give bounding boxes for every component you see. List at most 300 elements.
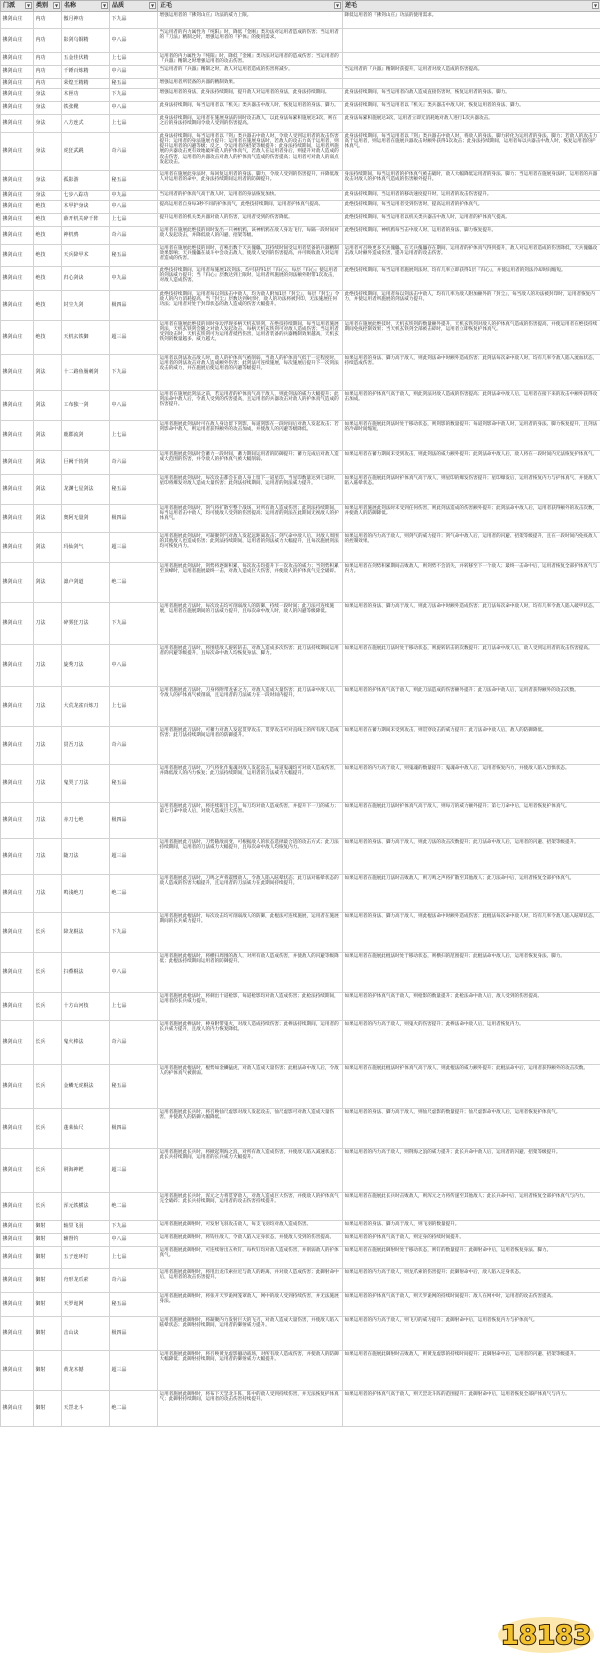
cell-quality[interactable]: 超三品 <box>110 321 158 355</box>
cell-sect[interactable]: 拂剑山庄 <box>1 12 34 29</box>
cell-forward-effect[interactable]: 运用者施展此御射时，将凝聚内力发射巨大的飞刃，对敌人造成大量伤害，并使敌人陷入眩晕状态；此御射持续期间，运用者的御射威力提升。 <box>158 1317 343 1351</box>
cell-reverse-effect[interactable]: 此绝技持续期间，每当运用者以机关类兵器击中敌人时，运用者的护体真气提高。 <box>343 214 600 227</box>
cell-forward-effect[interactable]: 提升运用者的机关类兵器对敌人的伤害，运用者受到的伤害降低。 <box>158 214 343 227</box>
cell-name[interactable]: 击山诀 <box>62 1317 110 1351</box>
cell-quality[interactable]: 中九品 <box>110 191 158 201</box>
cell-category[interactable]: 绝技 <box>34 321 62 355</box>
cell-quality[interactable]: 秘五品 <box>110 171 158 191</box>
cell-forward-effect[interactable]: 运用者施展此剑法时，剑势将逐渐积累，每次攻击均提升下一次攻击的威力；当剑势积累至顶峰时，运用者施展最终一击，对敌人造成巨大伤害，并使敌人的护体真气完全破碎。 <box>158 563 343 603</box>
cell-sect[interactable]: 拂剑山庄 <box>1 687 34 727</box>
cell-name[interactable]: 碎雾狂刀法 <box>62 603 110 645</box>
cell-sect[interactable]: 拂剑山庄 <box>1 1269 34 1293</box>
cell-sect[interactable]: 拂剑山庄 <box>1 533 34 563</box>
cell-category[interactable]: 剑法 <box>34 505 62 533</box>
cell-name[interactable]: 贯吾刀法 <box>62 727 110 765</box>
cell-sect[interactable]: 拂剑山庄 <box>1 1317 34 1351</box>
cell-sect[interactable]: 拂剑山庄 <box>1 839 34 875</box>
cell-sect[interactable]: 拂剑山庄 <box>1 29 34 53</box>
cell-category[interactable]: 御射 <box>34 1269 62 1293</box>
cell-reverse-effect[interactable]: 如果运用者在施展此剑法时护体真气高于敌人，则星印的爆发伤害提升；星印爆发后，运用者恢复内力与护体真气，并使敌人陷入眩晕状态。 <box>343 475 600 505</box>
cell-category[interactable]: 绝技 <box>34 245 62 267</box>
cell-name[interactable]: 奥阿无量剑 <box>62 505 110 533</box>
cell-quality[interactable]: 上七品 <box>110 115 158 133</box>
cell-name[interactable]: 金鳞无虎棍法 <box>62 1065 110 1109</box>
cell-reverse-effect[interactable]: 如果运用者在施展此刀法时击败敌人，则刀鸣之声将扩散至其他敌人；此刀法命中后，运用者恢复全部护体真气。 <box>343 875 600 913</box>
cell-forward-effect[interactable]: 此绝技持续期间，运用者每以剑法击中敌人，均为敌人附加1层『封尘』，每层『封尘』令敌人的内力消耗提高，当『封尘』层数达到9层时，敌人的功法将被封印，无法施展任何功法；运用者对处于封印状态的敌人造成的伤害大幅提升。 <box>158 291 343 321</box>
cell-forward-effect[interactable]: 运用者在施展此绝技的同时，召唤出数个天兵傀儡，其持续时间受运用者装备的兵器精制效果影响；天兵傀儡在战斗中会攻击敌人，使敌人受到的伤害提高，并可吸收敌人对运用者造成的伤害。 <box>158 245 343 267</box>
cell-category[interactable]: 绝技 <box>34 201 62 214</box>
cell-quality[interactable]: 上七品 <box>110 214 158 227</box>
cell-forward-effect[interactable]: 运用者施展此刀法时，将连续斩出七刀，每刀均对敌人造成伤害，并提升下一刀的威力；第七刀命中敌人后，对敌人造成巨大伤害。 <box>158 803 343 839</box>
cell-name[interactable]: 薛开机关碎千阵 <box>62 214 110 227</box>
cell-quality[interactable]: 绝二品 <box>110 1193 158 1221</box>
cell-forward-effect[interactable]: 运用者施展此御射时，将布下天罡北斗阵，阵中的敌人受到持续伤害，并无法恢复护体真气；此御射持续期间，运用者的攻击伤害持续提升。 <box>158 1391 343 1427</box>
cell-name[interactable]: 凛卢剑道 <box>62 563 110 603</box>
cell-name[interactable]: 五金佳伏精 <box>62 53 110 66</box>
cell-name[interactable]: 旋秀刀法 <box>62 645 110 687</box>
cell-sect[interactable]: 拂剑山庄 <box>1 115 34 133</box>
cell-quality[interactable]: 上七品 <box>110 687 158 727</box>
cell-sect[interactable]: 拂剑山庄 <box>1 505 34 533</box>
cell-sect[interactable]: 拂剑山庄 <box>1 765 34 803</box>
cell-reverse-effect[interactable]: 如果运用者的身法、脚力高于敌人，则此刀法的攻击次数提升；此刀法命中敌人后，运用者的闪避、招架等级提升。 <box>343 839 600 875</box>
cell-quality[interactable]: 中六品 <box>110 66 158 79</box>
cell-forward-effect[interactable]: 运用者施展此刀法时，每次攻击均可削弱敌人的防御，持续一段时间；此刀法可连续施展，运用者在施展期间的刀法威力提升，且每次命中敌人时，敌人的闪避等级降低。 <box>158 603 343 645</box>
cell-quality[interactable]: 奇六品 <box>110 133 158 171</box>
cell-sect[interactable]: 拂剑山庄 <box>1 79 34 89</box>
cell-reverse-effect[interactable]: 此绝技持续期间，神机鸦每当击中敌人时，运用者的身法、脚力恢复提升。 <box>343 227 600 245</box>
cell-reverse-effect[interactable]: 此身法每累积施展达3次，运用者立即无消耗地对敌人进行1次兵器攻击。 <box>343 115 600 133</box>
cell-forward-effect[interactable]: 运用者施展此御射时，将甩出龙爪索拉近与敌人的距离，并对敌人造成伤害；此御射命中后，运用者的攻击伤害提升。 <box>158 1269 343 1293</box>
cell-sect[interactable]: 拂剑山庄 <box>1 475 34 505</box>
cell-sect[interactable]: 拂剑山庄 <box>1 1247 34 1269</box>
header-quality[interactable]: 品质 ▼ <box>110 1 158 12</box>
cell-category[interactable]: 剑法 <box>34 563 62 603</box>
cell-sect[interactable]: 拂剑山庄 <box>1 803 34 839</box>
cell-sect[interactable]: 拂剑山庄 <box>1 227 34 245</box>
cell-category[interactable]: 内功 <box>34 12 62 29</box>
cell-quality[interactable]: 秘五品 <box>110 1293 158 1317</box>
cell-quality[interactable]: 绝二品 <box>110 1391 158 1427</box>
cell-name[interactable]: 随刀法 <box>62 839 110 875</box>
cell-sect[interactable]: 拂剑山庄 <box>1 66 34 79</box>
cell-name[interactable]: 十二路鱼肠刺剑 <box>62 355 110 391</box>
cell-sect[interactable]: 拂剑山庄 <box>1 102 34 115</box>
cell-quality[interactable]: 奇六品 <box>110 1021 158 1065</box>
cell-reverse-effect[interactable]: 此身法持续期间，每当运用者向敌人造成直接伤害时，恢复运用者的身法、脚力。 <box>343 89 600 102</box>
cell-reverse-effect[interactable]: 如果运用者在施展此长兵时击败敌人，则浑元之力将传递至其他敌人；此长兵命中后，运用者恢复全部护体真气与内力。 <box>343 1193 600 1221</box>
cell-name[interactable]: 天罗诡网 <box>62 1293 110 1317</box>
cell-category[interactable]: 刀法 <box>34 687 62 727</box>
cell-forward-effect[interactable]: 运用者施展此御射时，可连续射出五枚钉，每枚钉均对敌人造成伤害，并削弱敌人的护体真气。 <box>158 1247 343 1269</box>
cell-sect[interactable]: 拂剑山庄 <box>1 267 34 291</box>
cell-sect[interactable]: 拂剑山庄 <box>1 355 34 391</box>
cell-category[interactable]: 长兵 <box>34 953 62 993</box>
cell-sect[interactable]: 拂剑山庄 <box>1 201 34 214</box>
cell-quality[interactable]: 超三品 <box>110 1351 158 1391</box>
cell-category[interactable]: 身法 <box>34 133 62 171</box>
cell-quality[interactable]: 极四品 <box>110 505 158 533</box>
cell-reverse-effect[interactable]: 如果运用者在蓄力期间未受到攻击，则贯穿攻击的威力提升；此刀法命中敌人后，敌人的防御降低。 <box>343 727 600 765</box>
cell-quality[interactable]: 中八品 <box>110 953 158 993</box>
cell-reverse-effect[interactable]: 如果运用者的内力高于敌人，则龙爪索的伤害提升；此御射命中后，敌人陷入定身状态。 <box>343 1269 600 1293</box>
cell-reverse-effect[interactable]: 如果运用者施展此剑法时未受到任何伤害，则此剑法造成的伤害额外提升；此剑法命中敌人后，运用者获得额外的攻击次数，并使敌人的防御降低。 <box>343 505 600 533</box>
cell-sect[interactable]: 拂剑山庄 <box>1 133 34 171</box>
cell-forward-effect[interactable]: 运用者施展此刀法时，刀身将附带龙雀之力，对敌人造成大量伤害；此刀法命中敌人后，令敌人的护体真气被削弱，且运用者的刀法威力在一段时间内提升。 <box>158 687 343 727</box>
cell-sect[interactable]: 拂剑山庄 <box>1 1109 34 1149</box>
cell-quality[interactable]: 极四品 <box>110 1109 158 1149</box>
cell-sect[interactable]: 拂剑山庄 <box>1 53 34 66</box>
cell-sect[interactable]: 拂剑山庄 <box>1 645 34 687</box>
cell-name[interactable]: 五子连环钉 <box>62 1247 110 1269</box>
cell-category[interactable]: 长兵 <box>34 1149 62 1193</box>
cell-reverse-effect[interactable]: 运用者在施展此绝技时，天机玄铁剑的数量额外提升，天机玄铁剑对敌人的护体真气造成的伤害提高，并使运用者在绝技持续期间免疫控制效果；当天机玄铁剑全部被击碎时，运用者立即恢复护体真气。 <box>343 321 600 355</box>
cell-quality[interactable]: 下九品 <box>110 603 158 645</box>
cell-name[interactable]: 木匣功 <box>62 89 110 102</box>
cell-quality[interactable]: 中八品 <box>110 391 158 421</box>
cell-sect[interactable]: 拂剑山庄 <box>1 421 34 451</box>
header-reverse[interactable]: 逆毛 ▼ <box>343 1 600 12</box>
cell-category[interactable]: 剑法 <box>34 391 62 421</box>
cell-sect[interactable]: 拂剑山庄 <box>1 1065 34 1109</box>
filter-dropdown-icon[interactable]: ▼ <box>150 3 155 8</box>
cell-name[interactable]: 孤影游 <box>62 171 110 191</box>
cell-sect[interactable]: 拂剑山庄 <box>1 321 34 355</box>
cell-quality[interactable]: 下九品 <box>110 89 158 102</box>
cell-forward-effect[interactable]: 运用者施展此棍法时，将横扫周围的敌人，对所有敌人造成伤害，并使敌人的闪避等级降低；此棍法持续期间运用者的防御提升。 <box>158 953 343 993</box>
cell-name[interactable]: 千锤百炼精 <box>62 66 110 79</box>
cell-quality[interactable]: 中八品 <box>110 29 158 53</box>
cell-reverse-effect[interactable]: 如果运用者的内力高于敌人，则飞刃的威力提升；此御射命中后，运用者恢复内力与护体真气。 <box>343 1317 600 1351</box>
cell-forward-effect[interactable]: 此身法持续期间，每当运用者以『机关』类兵器击中敌人时，恢复运用者的身法、脚力。 <box>158 102 343 115</box>
filter-dropdown-icon[interactable]: ▼ <box>54 3 59 8</box>
cell-reverse-effect[interactable]: 如果运用者在蓄力期间未受到攻击，则此剑法的威力额外提升；此剑法命中敌人后，敌人将在一段时间内无法恢复护体真气。 <box>343 451 600 475</box>
cell-reverse-effect[interactable]: 此身法持续期间，每当运用者以『机关』类兵器击中敌人时，恢复运用者的身法、脚力。 <box>343 102 600 115</box>
cell-category[interactable]: 刀法 <box>34 803 62 839</box>
cell-reverse-effect[interactable] <box>343 79 600 89</box>
cell-category[interactable]: 长兵 <box>34 1021 62 1065</box>
filter-dropdown-icon[interactable]: ▼ <box>26 3 31 8</box>
cell-sect[interactable]: 拂剑山庄 <box>1 291 34 321</box>
header-category[interactable]: 类别 ▼ <box>34 1 62 12</box>
cell-category[interactable]: 长兵 <box>34 1193 62 1221</box>
cell-category[interactable]: 御射 <box>34 1351 62 1391</box>
cell-reverse-effect[interactable]: 如果运用者的内力高于敌人，则鬼火的伤害提升；此棒法命中敌人后，运用者恢复内力。 <box>343 1021 600 1065</box>
cell-reverse-effect[interactable] <box>343 29 600 53</box>
filter-dropdown-icon[interactable]: ▼ <box>593 3 598 8</box>
cell-quality[interactable]: 奇六品 <box>110 227 158 245</box>
cell-reverse-effect[interactable]: 如果运用者的内力高于敌人，则鬼魂的数量提升；鬼魂命中敌人后，运用者恢复内力，并使敌人陷入恐惧状态。 <box>343 765 600 803</box>
cell-category[interactable]: 剑法 <box>34 533 62 563</box>
cell-name[interactable]: 铁张靴 <box>62 102 110 115</box>
cell-sect[interactable]: 拂剑山庄 <box>1 171 34 191</box>
cell-name[interactable]: 七步八踪功 <box>62 191 110 201</box>
cell-name[interactable]: 巨阙千钧剑 <box>62 451 110 475</box>
cell-category[interactable]: 绝技 <box>34 291 62 321</box>
cell-reverse-effect[interactable]: 如果运用者的护体真气高于敌人，则此刀法造成的伤害额外提升；此刀法命中敌人后，运用者获得额外的攻击次数。 <box>343 687 600 727</box>
cell-name[interactable]: 神机鸦 <box>62 227 110 245</box>
cell-reverse-effect[interactable]: 此绝技持续期间，运用者每以剑法击中敌人，均有几率为敌人附加额外的『封尘』，每当敌人的功法被封印时，运用者恢复内力，并使运用者所施展的剑法威力提升。 <box>343 291 600 321</box>
cell-quality[interactable]: 秘五品 <box>110 79 158 89</box>
cell-forward-effect[interactable]: 提高运用者自身每3秒不同的护体真气，此绝技持续期间，运用者护体真气提高。 <box>158 201 343 214</box>
cell-sect[interactable]: 拂剑山庄 <box>1 1391 34 1427</box>
cell-sect[interactable]: 拂剑山庄 <box>1 727 34 765</box>
cell-forward-effect[interactable]: 当运用者的『兵器』精制之时，敌人对运用者造成的伤害将减少。 <box>158 66 343 79</box>
cell-forward-effect[interactable]: 当运用者的护体真气高于敌人时，运用者的身法恢复加快。 <box>158 191 343 201</box>
cell-name[interactable]: 大荒龙雀百炼刀 <box>62 687 110 727</box>
cell-reverse-effect[interactable]: 如果运用者的护体真气高于敌人，则天罡北斗阵的范围提升；此御射命中后，运用者恢复全部护体真气与内力。 <box>343 1391 600 1427</box>
filter-dropdown-icon[interactable]: ▼ <box>335 3 340 8</box>
cell-name[interactable]: 黄龙木撼 <box>62 1351 110 1391</box>
cell-forward-effect[interactable]: 运用者施展此剑法时，每次攻击都会在敌人身上留下一道星印，当星印数量达到七道时，星印将爆发对敌人造成大量伤害；此剑法持续期间，运用者的剑法威力提升。 <box>158 475 343 505</box>
cell-forward-effect[interactable]: 运用者施展此棒法时，棒身附带鬼火，对敌人造成持续伤害；此棒法持续期间，运用者的长兵威力提升，且敌人的内力恢复降低。 <box>158 1021 343 1065</box>
cell-category[interactable]: 绝技 <box>34 214 62 227</box>
cell-name[interactable]: 辅督钓 <box>62 1234 110 1247</box>
cell-forward-effect[interactable]: 运用者施展此剑法时会蓄力一段时间，蓄力期间运用者的防御提升；蓄力完成后对敌人造成大范围的伤害，并令敌人的护体真气被大幅削弱。 <box>158 451 343 475</box>
header-sect[interactable]: 门派 ▼ <box>1 1 34 12</box>
cell-category[interactable]: 长兵 <box>34 913 62 953</box>
cell-forward-effect[interactable]: 运用者在施展此绝技的同时发出一只神机鸦，该神机鸦在敌人身边飞行，每隔一段时间对敌人发起攻击，并降低敌人的闪避、招架等级。 <box>158 227 343 245</box>
cell-reverse-effect[interactable]: 如果运用者的身法、脚力高于敌人，则此刀法命中时额外造成伤害；此刀法每次命中敌人时，均有几率令敌人陷入破甲状态。 <box>343 603 600 645</box>
cell-quality[interactable]: 秘五品 <box>110 765 158 803</box>
cell-quality[interactable]: 极四品 <box>110 291 158 321</box>
cell-forward-effect[interactable]: 运用者施展此剑法时可在敌人身边留下剑影，每道剑影在一段时间后对敌人发起攻击；若剑影命中敌人，则运用者获得额外的攻击加成，并使敌人的闪避等级降低。 <box>158 421 343 451</box>
cell-quality[interactable]: 超三品 <box>110 1149 158 1193</box>
cell-name[interactable]: 赤刀七绝 <box>62 803 110 839</box>
cell-reverse-effect[interactable]: 此绝技持续期间，每当运用者施展剑法时，均有几率立即获得1层『归心』，并使运用者的剑法冷却时间缩短。 <box>343 267 600 291</box>
cell-forward-effect[interactable]: 运用者施展此长兵时，将掀起荆海之浪，对所有敌人造成伤害，并使敌人陷入减速状态；此长兵持续期间，运用者的长兵威力大幅提升。 <box>158 1149 343 1193</box>
cell-forward-effect[interactable]: 运用者施展此御射时，将钩住敌人，令敌人陷入定身状态，并使敌人受到的伤害提高。 <box>158 1234 343 1247</box>
cell-reverse-effect[interactable]: 如果运用者的护体真气高于敌人，则天罗诡网的持续时间提升；敌人在网中时，运用者的攻击伤害提高。 <box>343 1293 600 1317</box>
cell-sect[interactable]: 拂剑山庄 <box>1 191 34 201</box>
cell-category[interactable]: 长兵 <box>34 993 62 1021</box>
cell-forward-effect[interactable]: 运用者施展此刀法时，将围绕敌人旋转斩击，对敌人造成多次伤害；此刀法持续期间运用者的闪避等级提升，且每次命中敌人均恢复身法、脚力。 <box>158 645 343 687</box>
cell-name[interactable]: 鹿郡流剑 <box>62 421 110 451</box>
cell-name[interactable]: 荆海神耙 <box>62 1149 110 1193</box>
cell-category[interactable]: 御射 <box>34 1317 62 1351</box>
cell-name[interactable]: 木甲护身诀 <box>62 201 110 214</box>
cell-forward-effect[interactable]: 增强运用者的『拂剑山庄』功法的威力上限。 <box>158 12 343 29</box>
cell-quality[interactable]: 秘五品 <box>110 245 158 267</box>
cell-category[interactable]: 长兵 <box>34 1065 62 1109</box>
cell-name[interactable]: 傲月神功 <box>62 12 110 29</box>
cell-forward-effect[interactable]: 运用者施展此御射时，可发射飞羽攻击敌人，每支飞羽均对敌人造成伤害。 <box>158 1221 343 1234</box>
cell-category[interactable]: 内功 <box>34 29 62 53</box>
cell-sect[interactable]: 拂剑山庄 <box>1 913 34 953</box>
cell-category[interactable]: 御射 <box>34 1247 62 1269</box>
cell-forward-effect[interactable]: 运用者的内力属性为『纯阳』时，降低『金刚』类功法对运用者的造成伤害；当运用者的『兵器』精制之时增强运用者的攻击伤害。 <box>158 53 343 66</box>
cell-reverse-effect[interactable]: 降低运用者的『拂剑山庄』功法的使用需求。 <box>343 12 600 29</box>
cell-name[interactable]: 鬼火棒法 <box>62 1021 110 1065</box>
cell-forward-effect[interactable]: 运用者施展此刀法时，刀势随敌而变，可根据敌人的状态选择最合适的攻击方式；此刀法持续期间，运用者的刀法威力大幅提升，且每次命中敌人均恢复内力。 <box>158 839 343 875</box>
cell-reverse-effect[interactable]: 如果运用者在施展此刀法时处于移动状态，则旋转斩击的次数提升；此刀法命中敌人后，敌人受到运用者的攻击伤害提高。 <box>343 645 600 687</box>
cell-reverse-effect[interactable]: 如果运用者的身法、脚力高于敌人，则飞羽的数量提升。 <box>343 1221 600 1234</box>
cell-sect[interactable]: 拂剑山庄 <box>1 1193 34 1221</box>
cell-category[interactable]: 剑法 <box>34 421 62 451</box>
cell-reverse-effect[interactable]: 如果运用者在施展此棍法时处于移动状态，则横扫的范围提升；此棍法命中敌人后，运用者恢复身法、脚力。 <box>343 953 600 993</box>
cell-category[interactable]: 绝技 <box>34 267 62 291</box>
cell-quality[interactable]: 中八品 <box>110 102 158 115</box>
cell-reverse-effect[interactable]: 如果运用者在施展此剑法时处于移动状态，则剑影的数量提升；每道剑影命中敌人时，运用者的身法、脚力恢复提升，且剑法的冷却时间缩短。 <box>343 421 600 451</box>
cell-sect[interactable]: 拂剑山庄 <box>1 214 34 227</box>
cell-category[interactable]: 刀法 <box>34 645 62 687</box>
cell-quality[interactable]: 奇六品 <box>110 727 158 765</box>
cell-name[interactable]: 虎狂武跳 <box>62 133 110 171</box>
cell-quality[interactable]: 中八品 <box>110 645 158 687</box>
cell-sect[interactable]: 拂剑山庄 <box>1 89 34 102</box>
cell-sect[interactable]: 拂剑山庄 <box>1 875 34 913</box>
cell-category[interactable]: 刀法 <box>34 839 62 875</box>
cell-quality[interactable]: 超三品 <box>110 839 158 875</box>
cell-forward-effect[interactable]: 运用者施展此刀法时，刀鸣之声将震慑敌人，令敌人陷入眩晕状态；此刀法对眩晕状态的敌人造成的伤害大幅提升，且运用者的刀法威力在此期间持续提升。 <box>158 875 343 913</box>
cell-forward-effect[interactable]: 当运用者的内力属性为『纯阳』时，降低『金刚』类功法对运用者造成的伤害；当运用者的『刀法』精制之时，增强运用者的『护体』的使用需求。 <box>158 29 343 53</box>
cell-forward-effect[interactable]: 运用者施展此刀法时，可蓄力对敌人发起贯穿攻击，贯穿攻击可对直线上的所有敌人造成伤害；此刀法持续期间运用者的防御提升。 <box>158 727 343 765</box>
cell-reverse-effect[interactable]: 如果运用者的护体真气高于敌人，则定身的持续时间提升。 <box>343 1234 600 1247</box>
cell-quality[interactable]: 中八品 <box>110 201 158 214</box>
cell-forward-effect[interactable]: 运用者施展此御射时，将召唤黄龙虚影撼动战场，对所有敌人造成伤害，并使敌人的防御大幅降低；此御射持续期间，运用者的御射威力大幅提升。 <box>158 1351 343 1391</box>
cell-name[interactable]: 蓬莱仙尺 <box>62 1109 110 1149</box>
cell-forward-effect[interactable]: 运用者在施展此绝技的同时身边浮现多柄天机玄铁剑，在绝技持续期间，每当运用者施展剑法，天机玄铁剑会随之对敌人发起攻击，每柄天机玄铁剑可对敌人造成伤害；当运用者受到攻击时，天机玄铁剑可为运用者抵挡伤害，运用者装备的兵器精制效果越高，天机玄铁剑的数量越多、威力越大。 <box>158 321 343 355</box>
cell-quality[interactable]: 下九品 <box>110 355 158 391</box>
cell-sect[interactable]: 拂剑山庄 <box>1 1021 34 1065</box>
cell-category[interactable]: 御射 <box>34 1391 62 1427</box>
cell-sect[interactable]: 拂剑山庄 <box>1 603 34 645</box>
cell-name[interactable]: 天罡北斗 <box>62 1391 110 1427</box>
cell-name[interactable]: 天机玄铁御 <box>62 321 110 355</box>
cell-reverse-effect[interactable]: 此身法持续期间，当运用者的移动速度提升时，运用者的攻击伤害提升。 <box>343 191 600 201</box>
cell-quality[interactable]: 下九品 <box>110 1221 158 1234</box>
cell-sect[interactable]: 拂剑山庄 <box>1 391 34 421</box>
cell-reverse-effect[interactable]: 如果运用者在施展此棍法时护体真气高于敌人，则此棍法的威力额外提升；此棍法命中后，运用者获得额外的攻击次数。 <box>343 1065 600 1109</box>
header-name[interactable]: 名称 ▼ <box>62 1 110 12</box>
cell-category[interactable]: 御射 <box>34 1221 62 1234</box>
cell-category[interactable]: 内功 <box>34 66 62 79</box>
cell-quality[interactable]: 超三品 <box>110 533 158 563</box>
cell-reverse-effect[interactable]: 如果运用者在施展此御射时处于移动状态，则钉的数量提升；此御射命中后，运用者恢复身法、脚力。 <box>343 1247 600 1269</box>
cell-category[interactable]: 刀法 <box>34 603 62 645</box>
cell-reverse-effect[interactable]: 如果运用者在施展此御射时击败敌人，则黄龙虚影的持续时间提升；此御射命中后，运用者的闪避、招架等级提升。 <box>343 1351 600 1391</box>
cell-quality[interactable]: 中九品 <box>110 267 158 291</box>
cell-quality[interactable]: 奇六品 <box>110 451 158 475</box>
cell-name[interactable]: 降龙棍法 <box>62 913 110 953</box>
cell-name[interactable]: 玛仙剑气 <box>62 533 110 563</box>
cell-forward-effect[interactable]: 运用者施展此刀法时，刀气将化作鬼魂对敌人发起攻击，每道鬼魂均可对敌人造成伤害，并降低敌人的内力恢复；此刀法持续期间，运用者的刀法威力大幅提升。 <box>158 765 343 803</box>
cell-reverse-effect[interactable]: 此身法持续期间，每当运用者以『剑』类兵器击中敌人时，将敌人的身法、脚力转化为运用者的身法、脚力；若敌人的攻击力高于运用者，则运用者在施展兵器攻击时额外获得1次攻击；此身法持续期间，运用者每以兵器击中敌人时，恢复运用者的护体真气。 <box>343 133 600 171</box>
cell-quality[interactable]: 中八品 <box>110 1234 158 1247</box>
cell-reverse-effect[interactable]: 当运用者的『兵器』精制时获提升，运用者对敌人造成的伤害提高。 <box>343 66 600 79</box>
cell-sect[interactable]: 拂剑山庄 <box>1 1293 34 1317</box>
cell-quality[interactable]: 上七品 <box>110 1247 158 1269</box>
cell-forward-effect[interactable]: 运用者以剑法攻击敌人时，敌人的护体真气被削弱，当敌人的护体真气低于一定程度时，运用者的剑法攻击对敌人造成额外伤害；此剑法可连续施展，每次施展后提升下一次剑法攻击的威力，并在施展后使运用者的闪避等级提升。 <box>158 355 343 391</box>
cell-forward-effect[interactable]: 此身法持续期间，每当运用者以『剑』类兵器击中敌人时，令敌人受到运用者的攻击伤害提升；运用者的身法施展力提升；运用者在施展身法时，若敌人的攻击力高于运用者，则提升运用者的闪避等级；反之，令运用者的招架等级提升；此身法持续期间，运用者所施展的兵器攻击更有效地破坏敌人的护体真气，若敌人在运用者身后，则提升对敌人造成的攻击伤害，运用者的兵器攻击对敌人的护体真气造成的伤害提高；运用者可对敌人的弱点发起攻击。 <box>158 133 343 171</box>
cell-name[interactable]: 轴里飞羽 <box>62 1221 110 1234</box>
cell-category[interactable]: 剑法 <box>34 355 62 391</box>
cell-forward-effect[interactable]: 增强运用者所装备的兵器的精制效果。 <box>158 79 343 89</box>
cell-reverse-effect[interactable]: 如果运用者的护体真气高于敌人，则此剑法对敌人造成的伤害提高；此剑法命中敌人后，运用者在接下来的攻击中额外获得攻击加成。 <box>343 391 600 421</box>
cell-sect[interactable]: 拂剑山庄 <box>1 563 34 603</box>
cell-reverse-effect[interactable]: 如果运用者的护体真气高于敌人，则枪影的数量提升；此枪法命中敌人后，敌人受到的伤害提高。 <box>343 993 600 1021</box>
cell-name[interactable]: 浑元铁横法 <box>62 1193 110 1221</box>
cell-category[interactable]: 身法 <box>34 89 62 102</box>
cell-forward-effect[interactable]: 运用者施展此长兵时，浑元之力将贯穿敌人，对敌人造成巨大伤害，并使敌人的护体真气完全破碎；此长兵持续期间，运用者的攻击伤害持续提升。 <box>158 1193 343 1221</box>
cell-quality[interactable]: 绝二品 <box>110 563 158 603</box>
cell-reverse-effect[interactable]: 此绝技持续期间，每当运用者受到伤害时，提高运用者的护体真气。 <box>343 201 600 214</box>
cell-quality[interactable]: 极四品 <box>110 1317 158 1351</box>
cell-quality[interactable]: 极四品 <box>110 803 158 839</box>
cell-forward-effect[interactable]: 运用者在施展此身法时，每回复运用者的身法、脚力，令敌人受到的伤害提升，并降低敌人对运用者的命中，此身法持续期间运用者的防御提升。 <box>158 171 343 191</box>
cell-forward-effect[interactable]: 运用者施展此剑法时，剑气将扩散至整个战场，对所有敌人造成伤害；此剑法持续期间，每当运用者击中敌人，均可使敌人受到的伤害提高；运用者的剑法在此期间无视敌人的护体真气。 <box>158 505 343 533</box>
cell-category[interactable]: 剑法 <box>34 451 62 475</box>
cell-name[interactable]: 荣煌王精精 <box>62 79 110 89</box>
cell-sect[interactable]: 拂剑山庄 <box>1 245 34 267</box>
cell-quality[interactable]: 绝二品 <box>110 875 158 913</box>
cell-name[interactable]: 十方山河枝 <box>62 993 110 1021</box>
cell-forward-effect[interactable]: 运用者施展此枪法时，将刺出十道枪影，每道枪影均对敌人造成伤害；此枪法持续期间，运用者的长兵威力提升。 <box>158 993 343 1021</box>
cell-forward-effect[interactable]: 运用者施展此御射时，将张开天罗诡网笼罩敌人，网中的敌人受到持续伤害，并无法施展身法。 <box>158 1293 343 1317</box>
cell-name[interactable]: 影剑乌铜精 <box>62 29 110 53</box>
cell-reverse-effect[interactable]: 如果运用者的身法、脚力高于敌人，则此剑法命中时额外造成伤害；此剑法每次命中敌人时，均有几率令敌人陷入流血状态，持续造成伤害。 <box>343 355 600 391</box>
cell-name[interactable]: 鬼哭了刀法 <box>62 765 110 803</box>
cell-name[interactable]: 天兵降甲术 <box>62 245 110 267</box>
cell-forward-effect[interactable]: 运用者施展此长兵时，将召唤仙尺虚影对敌人发起攻击，仙尺虚影可对敌人造成大量伤害，并使敌人的防御大幅降低。 <box>158 1109 343 1149</box>
cell-reverse-effect[interactable]: 如果运用者的身法、脚力高于敌人，则仙尺虚影的数量提升；仙尺虚影命中敌人后，运用者恢复护体真气。 <box>343 1109 600 1149</box>
cell-category[interactable]: 剑法 <box>34 475 62 505</box>
cell-quality[interactable]: 上七品 <box>110 993 158 1021</box>
cell-quality[interactable]: 秘五品 <box>110 1065 158 1109</box>
cell-sect[interactable]: 拂剑山庄 <box>1 1234 34 1247</box>
cell-forward-effect[interactable]: 运用者施展此棍法时，每次攻击均可削弱敌人的防御，此棍法可连续施展，运用者在施展期间的长兵威力提升。 <box>158 913 343 953</box>
cell-quality[interactable]: 上七品 <box>110 53 158 66</box>
cell-category[interactable]: 刀法 <box>34 727 62 765</box>
cell-name[interactable]: 鸣浅绝刀 <box>62 875 110 913</box>
cell-sect[interactable]: 拂剑山庄 <box>1 1221 34 1234</box>
cell-reverse-effect[interactable] <box>343 53 600 66</box>
cell-quality[interactable]: 上七品 <box>110 421 158 451</box>
cell-reverse-effect[interactable]: 运用者可召唤更多天兵傀儡，在天兵傀儡存在期间，运用者的护体真气得到提升，敌人对运用者造成的伤害降低，天兵傀儡攻击敌人时额外造成伤害，提升运用者的攻击伤害。 <box>343 245 600 267</box>
cell-reverse-effect[interactable]: 如果运用者的内力高于敌人，则剑气的威力提升；剑气命中敌人后，运用者的闪避、招架等级提升，且在一段时间内免疫敌人的控制效果。 <box>343 533 600 563</box>
cell-forward-effect[interactable]: 增强运用者的身法，此身法持续期间，提升敌人对运用者的身法，此身法持续期间。 <box>158 89 343 102</box>
cell-name[interactable]: 八方连式 <box>62 115 110 133</box>
cell-category[interactable]: 刀法 <box>34 875 62 913</box>
cell-reverse-effect[interactable]: 如果运用者在剑势积累期间击败敌人，则剑势不会消失，并转移至下一个敌人；最终一击命中后，运用者恢复全部护体真气与内力。 <box>343 563 600 603</box>
cell-category[interactable]: 长兵 <box>34 1109 62 1149</box>
cell-reverse-effect[interactable]: 如果运用者的身法、脚力高于敌人，则此棍法命中时额外造成伤害；此棍法每次命中敌人时，均有几率令敌人陷入眩晕状态。 <box>343 913 600 953</box>
cell-name[interactable]: 工布独一剑 <box>62 391 110 421</box>
cell-name[interactable]: 龙渊七星剑法 <box>62 475 110 505</box>
cell-category[interactable]: 御射 <box>34 1234 62 1247</box>
cell-category[interactable]: 内功 <box>34 79 62 89</box>
cell-sect[interactable]: 拂剑山庄 <box>1 1351 34 1391</box>
cell-category[interactable]: 身法 <box>34 115 62 133</box>
cell-name[interactable]: 归心剑诀 <box>62 267 110 291</box>
cell-sect[interactable]: 拂剑山庄 <box>1 1149 34 1193</box>
cell-forward-effect[interactable]: 此身法持续期间，运用者在施展身法的同时攻击敌人，以此身法每累积施展达3次，则在之后的身法持续期间令敌人受到的伤害提高。 <box>158 115 343 133</box>
cell-reverse-effect[interactable]: 如果运用者在施展此刀法时护体真气高于敌人，则每刀的威力额外提升；第七刀命中后，运用者恢复护体真气。 <box>343 803 600 839</box>
cell-forward-effect[interactable]: 此绝技持续期间，运用者每施展1次剑法，均可获得1层『归心』，每层『归心』使运用者的剑法威力提升；当『归心』层数达到上限时，运用者所施展的剑法额外附带1次攻击，对敌人造成伤害。 <box>158 267 343 291</box>
cell-name[interactable]: 封尘九剑 <box>62 291 110 321</box>
cell-category[interactable]: 内功 <box>34 53 62 66</box>
cell-category[interactable]: 绝技 <box>34 227 62 245</box>
cell-name[interactable]: 扫叠棍法 <box>62 953 110 993</box>
cell-forward-effect[interactable]: 运用者施展此棍法时，棍势如金鳞猛虎，对敌人造成大量伤害；此棍法命中敌人后，令敌人的护体真气被削弱。 <box>158 1065 343 1109</box>
cell-quality[interactable]: 下九品 <box>110 12 158 29</box>
cell-quality[interactable]: 奇六品 <box>110 1269 158 1293</box>
cell-forward-effect[interactable]: 运用者施展此剑法时，可凝聚剑气对敌人发起远距离攻击；剑气命中敌人后，对敌人周围的其他敌人也造成伤害；此剑法持续期间，运用者的剑法威力大幅提升，且每次施展剑法均可恢复内力。 <box>158 533 343 563</box>
cell-category[interactable]: 刀法 <box>34 765 62 803</box>
cell-category[interactable]: 御射 <box>34 1293 62 1317</box>
header-forward[interactable]: 正毛 ▼ <box>158 1 343 12</box>
cell-sect[interactable]: 拂剑山庄 <box>1 953 34 993</box>
